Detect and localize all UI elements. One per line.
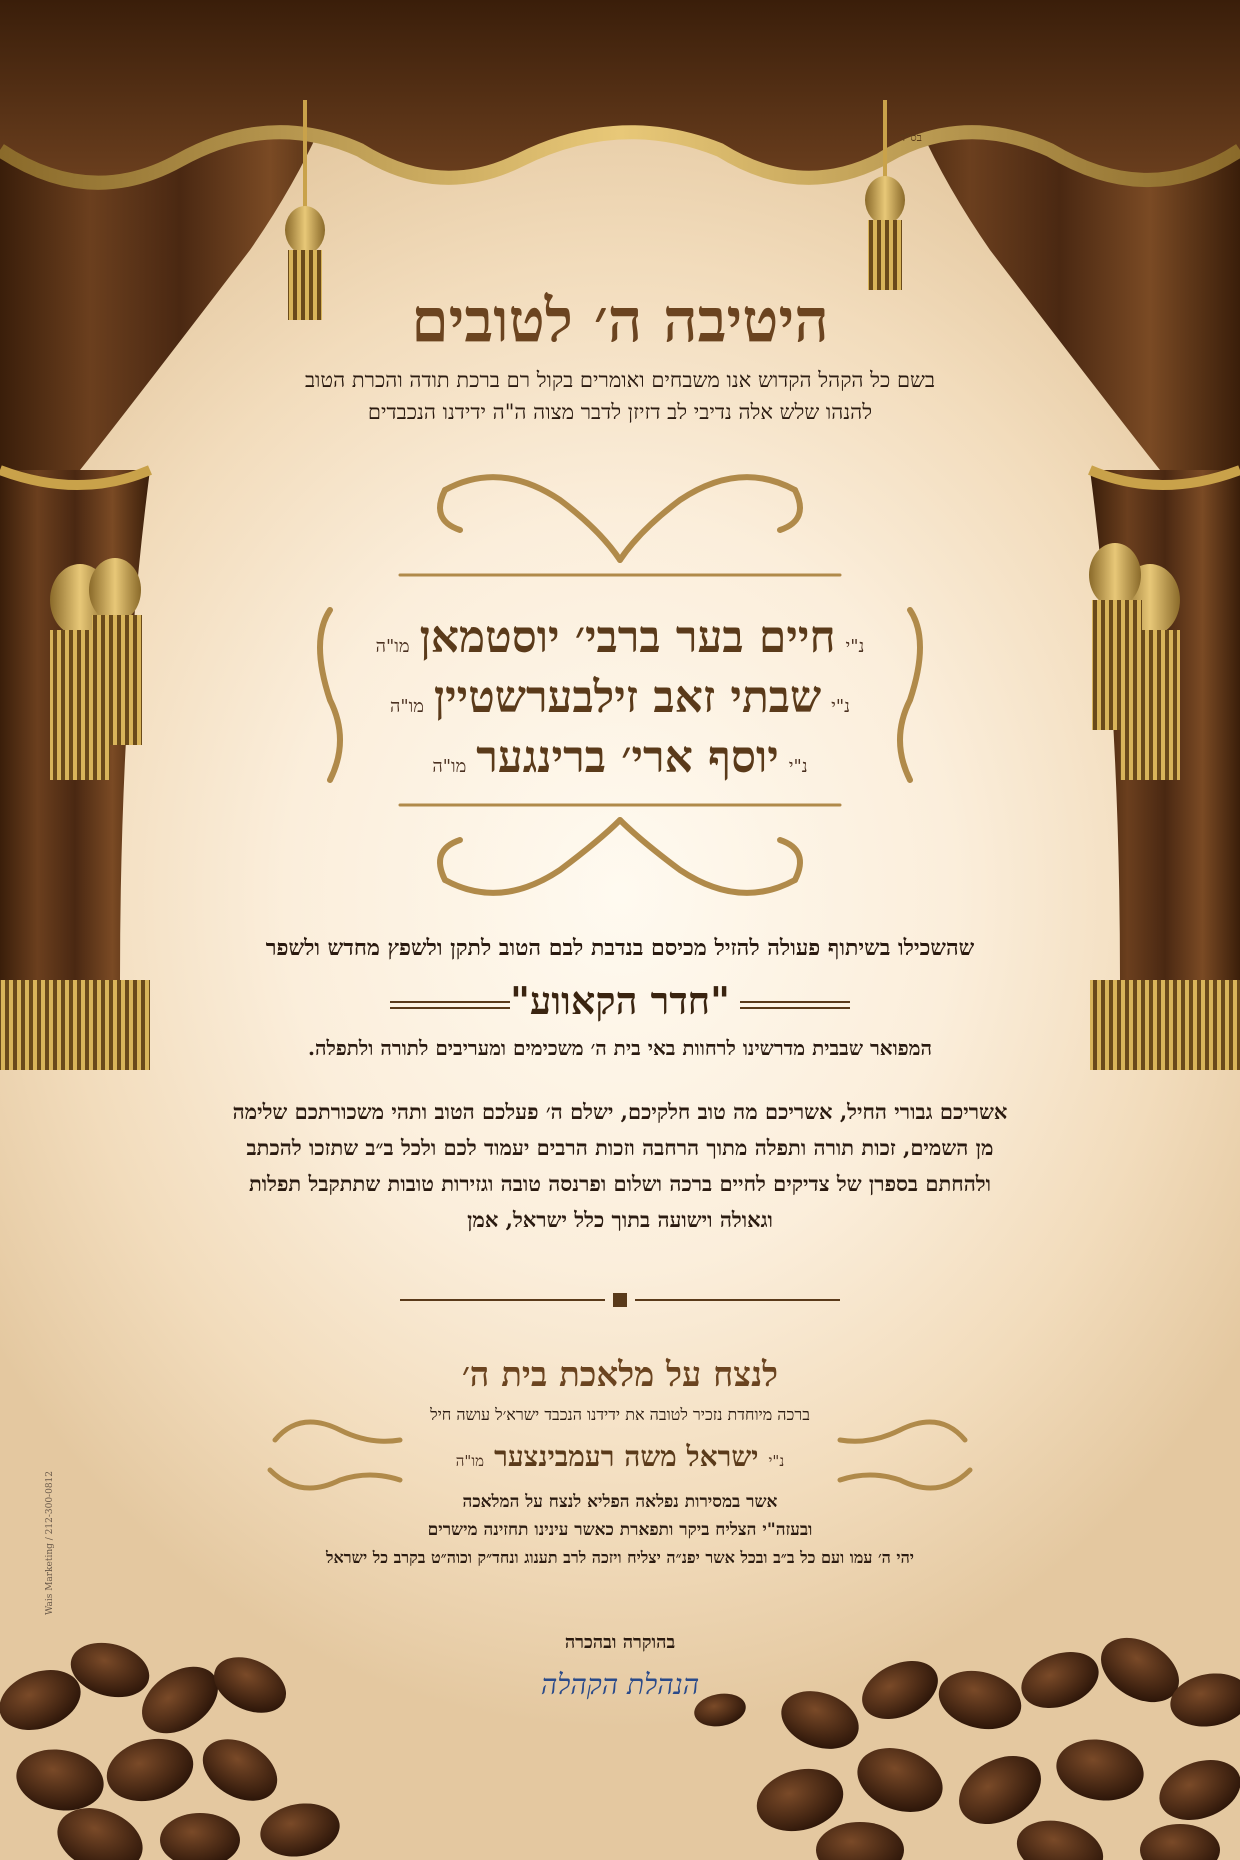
intro-line-2: להנהו שלש אלה נדיבי לב דזיזן לדבר מצוה ה"ה ידידנו הנכבדים <box>367 400 873 424</box>
donor-prefix: מו"ה <box>432 756 467 777</box>
signature: הנהלת הקהלה <box>540 1668 700 1701</box>
page-title: היטיבה ה׳ לטובים <box>411 286 829 356</box>
intro-line-1: בשם כל הקהל הקדוש אנו משבחים ואומרים בקול רם ברכת תודה והכרת הטוב <box>304 368 936 392</box>
blessing-line: ולהחתם בספרן של צדיקים לחיים ברכה ושלום ופרנסה טובה וגזירות טובות שתתקבל תפלות <box>249 1171 991 1196</box>
coffee-beans <box>0 1625 1240 1860</box>
honoree-name <box>320 1440 920 1474</box>
room-name: "חדר הקאווע" <box>510 978 730 1023</box>
honoree-line: ובעזה"י הצליח ביקר ותפארת כאשר עינינו תחזינה מישרים <box>427 1520 813 1540</box>
honoree-line: אשר במסירות נפלאה הפליא לנצח על המלאכה <box>462 1492 778 1512</box>
donor-name-3 <box>220 732 1020 783</box>
honoree-main-name: ישראל משה רעמבינצער <box>494 1440 759 1473</box>
donor-suffix: נ"י <box>845 636 865 657</box>
donor-suffix: נ"י <box>788 756 808 777</box>
side-credit: Wais Marketing / 212-300-0812 <box>45 1470 55 1615</box>
donor-suffix: נ"י <box>831 696 850 717</box>
blessing-line: אשריכם גבורי החיל, אשריכם מה טוב חלקיכם, ישלם ה׳ פעלכם הטוב ותהי משכורתכם שלימה <box>232 1099 1008 1124</box>
closing-line: יהי ה׳ עמו ועם כל ב״ב ובכל אשר יפנ״ה יצליח ויזכה לרב תענוג ונחד״ק וכוה״ט בקרב כל ישראל <box>326 1548 914 1567</box>
respect-line: בהוקרה ובהכרה <box>564 1632 676 1653</box>
blessing-paragraph <box>120 1094 1120 1238</box>
donor-prefix: מו"ה <box>375 636 410 657</box>
cause-line: שהשכילו בשיתוף פעולה להזיל מכיסם בנדבת לבם הטוב לתקן ולשפץ מחדש ולשפר <box>265 935 975 961</box>
donor-name-1 <box>220 612 1020 663</box>
second-title: לנצח על מלאכת בית ה׳ <box>461 1355 779 1395</box>
donor-name: שבתי זאב זילבערשטיין <box>433 672 822 723</box>
room-description: המפואר שבבית מדרשינו לרחוות באי בית ה׳ משכימים ומעריבים לתורה ולתפלה. <box>308 1036 932 1060</box>
donor-name-2 <box>220 672 1020 723</box>
donor-name: חיים בער ברבי׳ יוסטמאן <box>419 612 836 663</box>
honoree-suffix: נ"י <box>768 1452 785 1470</box>
donor-name: יוסף ארי׳ ברינגער <box>476 732 779 783</box>
donor-prefix: מו"ה <box>390 696 424 717</box>
honoree-lines <box>270 1488 970 1544</box>
top-mark: בס"ד <box>900 131 922 144</box>
blessing-line: וגאולה וישועה בתוך כלל ישראל, אמן <box>467 1207 773 1232</box>
blessing-line: מן השמים, זכות תורה ותפלה מתוך הרחבה וזכות הרבים יעמוד לכם ולכל ב״ב שתזכו להכתב <box>246 1135 994 1160</box>
honoree-prefix: מו"ה <box>455 1452 485 1470</box>
special-blessing: ברכה מיוחדת נזכיר לטובה את ידידנו הנכבד ישרא׳ל עושה חיל <box>430 1405 810 1424</box>
